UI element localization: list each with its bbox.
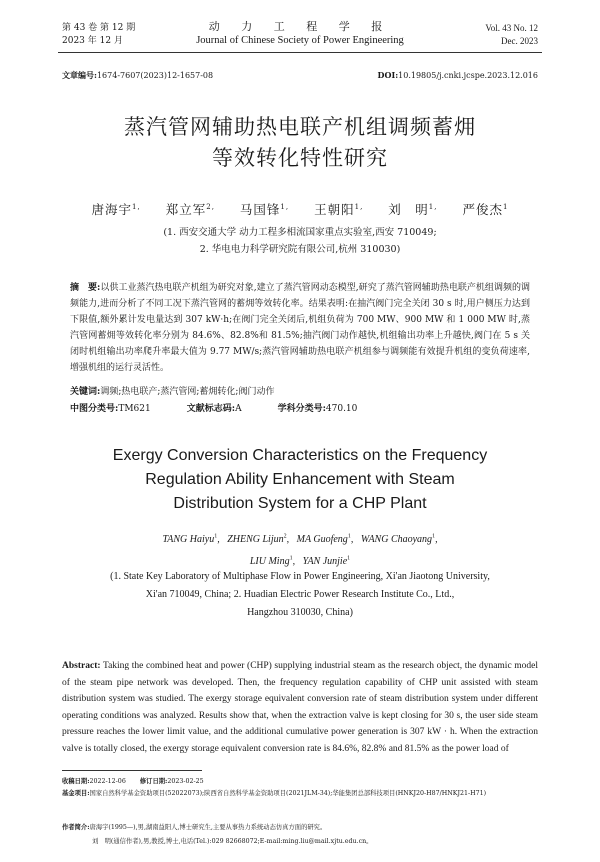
author-cn: 刘 明$^{1,}$: [388, 202, 438, 217]
doi: [378, 70, 538, 81]
footnote-fund: 基金项目:国家自然科学基金资助项目(52022073);陕西省自然科学基金资助项目(2021JLM-34);华能集团总部科技项目(HNKJ20-H87/HNKJ21-H71): [62, 790, 487, 797]
author-cn: 严俊杰$^1$: [462, 202, 509, 217]
journal-name-cn: 动 力 工 程 学 报: [208, 20, 392, 33]
doi-label: DOI:: [377, 70, 399, 80]
authors-cn: [60, 200, 540, 218]
affiliation-cn-line: (1. 西安交通大学 动力工程多相流国家重点实验室,西安 710049;: [163, 227, 437, 238]
header-volume-cn: [62, 22, 135, 48]
abstract-cn: [70, 280, 530, 376]
author-cn: 马国锋$^{1,}$: [239, 202, 290, 217]
affiliation-en: [70, 568, 530, 622]
document-code: 文献标志码:A: [186, 404, 242, 414]
footnote-dates: 收稿日期:2022-12-06 修订日期:2023-02-25: [62, 778, 204, 785]
article-number-label: 文章编号:: [62, 70, 97, 80]
article-number-value: 1674-7607(2023)12-1657-08: [96, 71, 214, 80]
affiliation-en-line: Hangzhou 310030, China): [247, 607, 353, 618]
footnote-divider: [62, 770, 202, 771]
author-en: YAN Junjie$^1$: [302, 555, 351, 567]
title-cn-line: 蒸汽管网辅助热电联产机组调频蓄㶲: [124, 115, 476, 139]
affiliation-cn-line: 2. 华电电力科学研究院有限公司,杭州 310030): [199, 244, 401, 255]
volume-issue-en: Vol. 43 No. 12: [485, 23, 538, 33]
authors-en-line: [70, 528, 530, 549]
authors-en: [70, 528, 530, 571]
affiliation-en-line: (1. State Key Laboratory of Multiphase Flow in Power Engineering, Xi'an Jiaotong University,: [110, 571, 490, 582]
abstract-en: [62, 658, 538, 757]
abstract-cn-label: 摘 要:: [70, 283, 101, 293]
abstract-en-label: Abstract:: [62, 661, 101, 671]
journal-name: [150, 20, 450, 48]
author-cn: 王朝阳$^{1,}$: [314, 202, 364, 217]
doi-value[interactable]: 10.19805/j.cnki.jcspe.2023.12.016: [398, 71, 538, 80]
header-divider: [58, 52, 542, 53]
author-en: WANG Chaoyang$^1$,: [360, 534, 438, 546]
abstract-en-text: Taking the combined heat and power (CHP) supplying industrial steam as the research object, the dynamic model of the steam pipe network was developed. Then, the frequency regulation capability of CHP unit assisted with steam distribution system was studied. The exergy storage equivalent conversion rate of steam distribution system under different operating conditions was analyzed. Results show that, when the extraction valve is kept closing for 30 s, the user side steam pressure reaches the lower limit value, and the additional cumulative power generation is 307 kW · h. When the extraction valve is totally closed, the exergy storage equivalent conversion rate is 84.6%, 82.8% and 81.5% as the power load of: [62, 661, 538, 754]
keywords-cn-label: 关键词:: [70, 387, 101, 397]
title-en-line: Exergy Conversion Characteristics on the Frequency: [112, 447, 488, 464]
footnote-author-bio: 作者简介:唐海宇(1995—),男,湖南益阳人,博士研究生,主要从事热力系统动态仿真方面的研究。: [62, 824, 327, 831]
footnote-corresponding: 刘 明(通信作者),男,教授,博士,电话(Tel.):029 82668072;E-mail:ming.liu@mail.xjtu.edu.cn。: [92, 838, 373, 845]
classification-row: [70, 401, 530, 414]
article-number: [62, 70, 213, 81]
article-meta: [62, 70, 538, 81]
date-cn: 2023 年 12 月: [62, 36, 123, 46]
author-en: TANG Haiyu$^1$,: [162, 534, 220, 546]
title-en-line: Distribution System for a CHP Plant: [173, 495, 427, 512]
title-en: [60, 444, 540, 516]
affiliation-cn: [60, 224, 540, 258]
author-en: ZHENG Lijun$^2$,: [227, 534, 290, 546]
keywords-cn: [70, 384, 530, 400]
subject-code: 学科分类号:470.10: [277, 404, 358, 414]
affiliation-en-line: Xi'an 710049, China; 2. Huadian Electric Power Research Institute Co., Ltd.,: [145, 589, 455, 600]
title-en-line: Regulation Ability Enhancement with Steam: [145, 471, 455, 488]
received-date: 2022-12-06: [89, 778, 126, 785]
volume-issue-cn: 第 43 卷 第 12 期: [62, 23, 136, 33]
author-cn: 唐海宇$^{1,}$: [91, 202, 141, 217]
header-volume-en: [485, 22, 538, 48]
clc-number: 中图分类号:TM621: [70, 404, 151, 414]
keywords-cn-text: 调频;热电联产;蒸汽管网;蓄㶲转化;阀门动作: [100, 387, 275, 397]
revised-date: 2023-02-25: [167, 778, 204, 785]
date-en: Dec. 2023: [501, 36, 538, 46]
title-cn-line: 等效转化特性研究: [212, 146, 388, 170]
journal-name-en: Journal of Chinese Society of Power Engineering: [196, 35, 404, 46]
abstract-cn-text: 以供工业蒸汽热电联产机组为研究对象,建立了蒸汽管网动态模型,研究了蒸汽管网辅助热电联产机组调频的调频能力,进而分析了不同工况下蒸汽管网的蓄㶲等效转化率。结果表明:在抽汽阀门完全关闭 30 s 时,用户侧压力达到下限值,额外累计发电量达到 307 kW·h;在阀门完全关闭后,机组负荷为 700 MW、900 MW 和 1 000 MW 时,蒸汽管网蓄㶲等效转化率分别为 84.6%、82.8%和 81.5%;抽汽阀门动作越快,机组输出功率上升越快,阀门在 5 s 关闭时机组输出功率爬升率最大值为 9.77 MW/s;蒸汽管网辅助热电联产机组参与调频能有效提升机组的变负荷速率,增强机组的运行灵活性。: [70, 283, 530, 373]
author-en: LIU Ming$^1$,: [249, 555, 296, 567]
author-cn: 郑立军$^{2,}$: [165, 202, 215, 217]
title-cn: [60, 112, 540, 174]
author-en: MA Guofeng$^1$,: [296, 534, 354, 546]
